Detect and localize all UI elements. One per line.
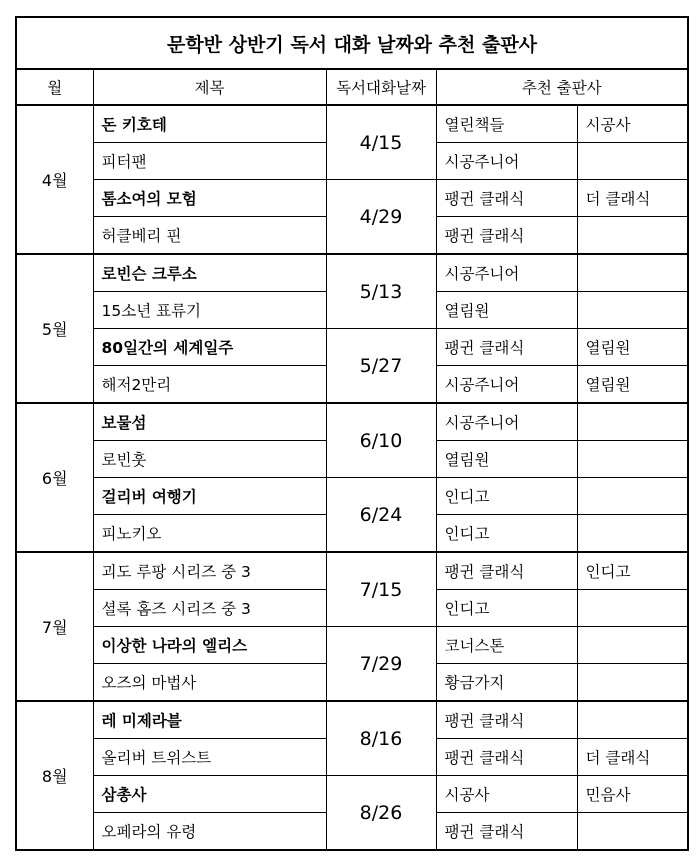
- publisher-cell-primary: 열림원: [436, 292, 577, 329]
- publisher-cell-secondary: [577, 217, 688, 255]
- table-header-row: [16, 69, 688, 105]
- publisher-cell-primary: 황금가지: [436, 664, 577, 702]
- publisher-cell-primary: 팽귄 클래식: [436, 217, 577, 255]
- table-row: [16, 627, 688, 664]
- publisher-cell-primary: 시공주니어: [436, 403, 577, 441]
- publisher-cell-secondary: [577, 590, 688, 627]
- discussion-date-cell: 7/15: [326, 552, 436, 627]
- book-title-cell: 오페라의 유령: [93, 813, 326, 851]
- publisher-cell-primary: 인디고: [436, 590, 577, 627]
- publisher-cell-secondary: [577, 627, 688, 664]
- table-row: [16, 403, 688, 441]
- book-title-cell: 이상한 나라의 엘리스: [93, 627, 326, 664]
- publisher-cell-secondary: 더 클래식: [577, 180, 688, 217]
- discussion-date-cell: 6/24: [326, 478, 436, 553]
- table-row: [16, 552, 688, 590]
- month-cell: 6월: [16, 403, 93, 552]
- book-title-cell: 15소년 표류기: [93, 292, 326, 329]
- book-title-cell: 올리버 트위스트: [93, 739, 326, 776]
- publisher-cell-primary: 시공주니어: [436, 143, 577, 180]
- discussion-date-cell: 5/27: [326, 329, 436, 404]
- header-date: 독서대화날짜: [326, 69, 436, 105]
- publisher-cell-secondary: [577, 701, 688, 739]
- book-title-cell: 걸리버 여행기: [93, 478, 326, 515]
- document-page: [15, 16, 689, 851]
- discussion-date-cell: 4/15: [326, 105, 436, 180]
- publisher-cell-secondary: 인디고: [577, 552, 688, 590]
- publisher-cell-secondary: [577, 441, 688, 478]
- publisher-cell-secondary: [577, 143, 688, 180]
- header-book-title: 제목: [93, 69, 326, 105]
- book-title-cell: 피터팬: [93, 143, 326, 180]
- publisher-cell-primary: 팽귄 클래식: [436, 739, 577, 776]
- month-cell: 4월: [16, 105, 93, 254]
- publisher-cell-secondary: [577, 403, 688, 441]
- table-row: [16, 776, 688, 813]
- discussion-date-cell: 8/16: [326, 701, 436, 776]
- publisher-cell-primary: 인디고: [436, 515, 577, 553]
- publisher-cell-secondary: [577, 292, 688, 329]
- book-title-cell: 레 미제라블: [93, 701, 326, 739]
- table-row: [16, 701, 688, 739]
- header-publisher: 추천 출판사: [436, 69, 688, 105]
- publisher-cell-secondary: 열림원: [577, 366, 688, 404]
- book-title-cell: 톰소여의 모험: [93, 180, 326, 217]
- publisher-cell-primary: 인디고: [436, 478, 577, 515]
- publisher-cell-primary: 코너스톤: [436, 627, 577, 664]
- book-title-cell: 해저2만리: [93, 366, 326, 404]
- table-row: [16, 254, 688, 292]
- publisher-cell-primary: 시공주니어: [436, 254, 577, 292]
- publisher-cell-secondary: 더 클래식: [577, 739, 688, 776]
- table-title: 문학반 상반기 독서 대화 날짜와 추천 출판사: [16, 17, 688, 69]
- month-cell: 7월: [16, 552, 93, 701]
- publisher-cell-primary: 팽귄 클래식: [436, 180, 577, 217]
- publisher-cell-primary: 시공사: [436, 776, 577, 813]
- publisher-cell-primary: 팽귄 클래식: [436, 329, 577, 366]
- publisher-cell-secondary: [577, 515, 688, 553]
- publisher-cell-primary: 열린책들: [436, 105, 577, 143]
- table-row: [16, 478, 688, 515]
- reading-schedule-table: [15, 16, 689, 851]
- publisher-cell-secondary: 열림원: [577, 329, 688, 366]
- table-row: [16, 105, 688, 143]
- publisher-cell-primary: 팽귄 클래식: [436, 701, 577, 739]
- book-title-cell: 80일간의 세계일주: [93, 329, 326, 366]
- book-title-cell: 보물섬: [93, 403, 326, 441]
- publisher-cell-secondary: [577, 813, 688, 851]
- publisher-cell-primary: 시공주니어: [436, 366, 577, 404]
- publisher-cell-secondary: 시공사: [577, 105, 688, 143]
- month-cell: 8월: [16, 701, 93, 850]
- publisher-cell-primary: 팽귄 클래식: [436, 813, 577, 851]
- book-title-cell: 피노키오: [93, 515, 326, 553]
- header-month: 월: [16, 69, 93, 105]
- discussion-date-cell: 5/13: [326, 254, 436, 329]
- discussion-date-cell: 7/29: [326, 627, 436, 702]
- discussion-date-cell: 8/26: [326, 776, 436, 851]
- book-title-cell: 로빈훗: [93, 441, 326, 478]
- book-title-cell: 괴도 루팡 시리즈 중 3: [93, 552, 326, 590]
- publisher-cell-primary: 팽귄 클래식: [436, 552, 577, 590]
- table-row: [16, 329, 688, 366]
- publisher-cell-secondary: [577, 254, 688, 292]
- book-title-cell: 오즈의 마법사: [93, 664, 326, 702]
- book-title-cell: 로빈슨 크루소: [93, 254, 326, 292]
- publisher-cell-primary: 열림원: [436, 441, 577, 478]
- month-cell: 5월: [16, 254, 93, 403]
- publisher-cell-secondary: 민음사: [577, 776, 688, 813]
- publisher-cell-secondary: [577, 478, 688, 515]
- discussion-date-cell: 6/10: [326, 403, 436, 478]
- book-title-cell: 삼총사: [93, 776, 326, 813]
- publisher-cell-secondary: [577, 664, 688, 702]
- table-title-row: [16, 17, 688, 69]
- table-row: [16, 180, 688, 217]
- book-title-cell: 허클베리 핀: [93, 217, 326, 255]
- book-title-cell: 셜록 홈즈 시리즈 중 3: [93, 590, 326, 627]
- book-title-cell: 돈 키호테: [93, 105, 326, 143]
- discussion-date-cell: 4/29: [326, 180, 436, 255]
